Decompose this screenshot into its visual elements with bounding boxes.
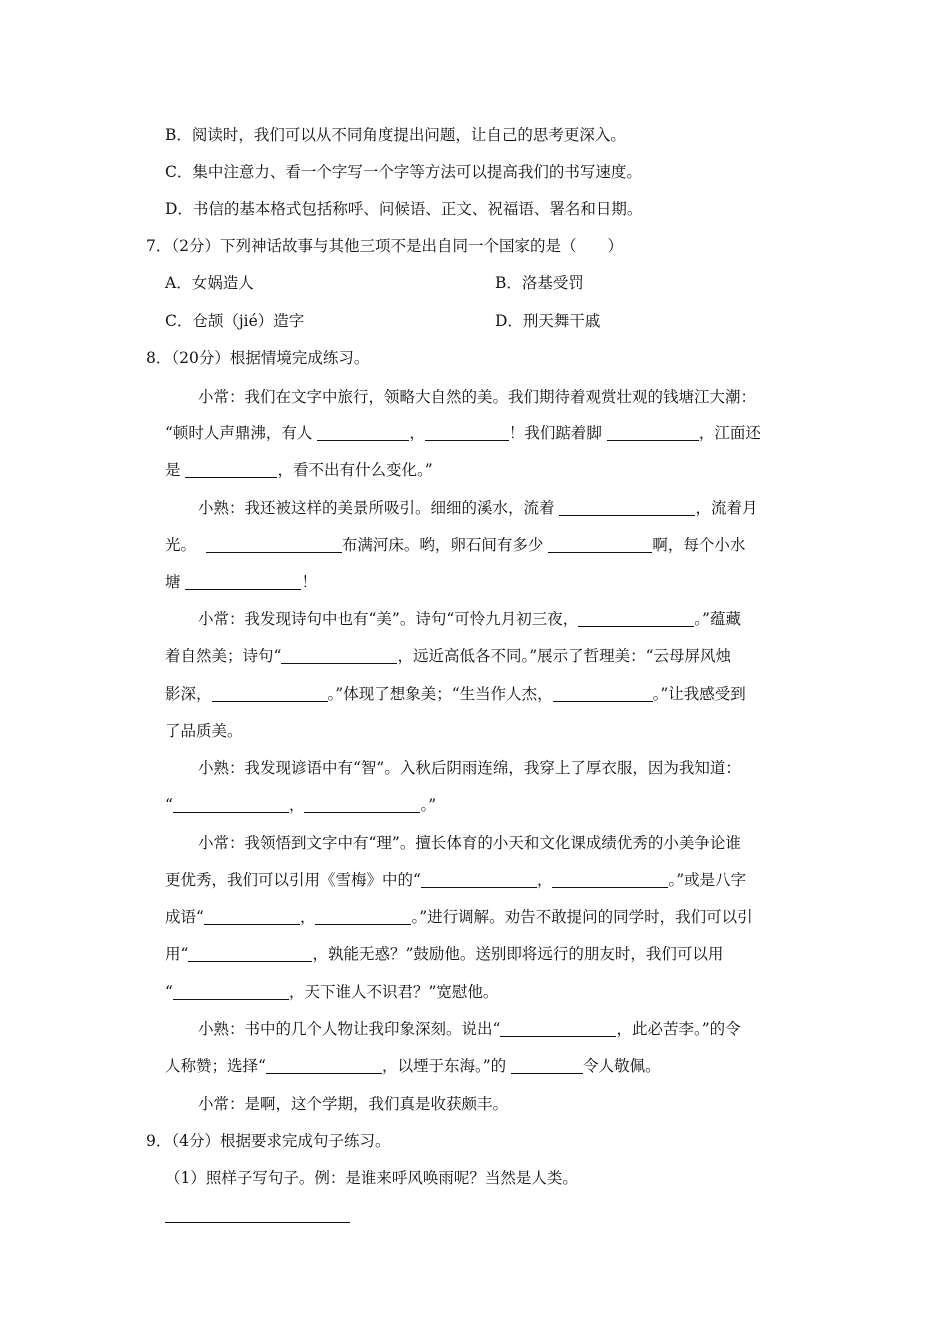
fill-blank[interactable] [317,424,409,441]
fill-blank[interactable] [578,610,694,627]
fill-blank[interactable] [548,536,652,553]
text: 光。 [165,536,197,554]
q8-p3-line1 [198,608,741,630]
text: “ [165,983,173,1001]
q8-p2-line1 [198,497,757,519]
text: 。”蕴藏 [694,610,741,628]
q8-p1-line3 [165,459,433,481]
fill-blank[interactable] [304,796,420,813]
fill-blank[interactable] [559,499,695,516]
q8-p4-line2 [165,794,436,816]
fill-blank[interactable] [185,461,277,478]
q8-p6-line2 [165,1055,661,1077]
q7-option-d: D．刑天舞干戚 [495,312,601,330]
text: ，远近高低各不同。”展示了哲理美：“云母屏风烛 [397,647,732,665]
text: ！我们踮着脚 [508,424,602,442]
q8-p5-line4 [165,943,723,965]
q6-option-d: D．书信的基本格式包括称呼、问候语、正文、祝福语、署名和日期。 [165,200,643,218]
q6-option-c: C．集中注意力、看一个字写一个字等方法可以提高我们的书写速度。 [165,163,642,181]
text: 小熟：书中的几个人物让我印象深刻。说出“ [198,1020,501,1038]
text: 令人敬佩。 [583,1057,661,1075]
text: 更优秀，我们可以引用《雪梅》中的“ [165,871,421,889]
fill-blank[interactable] [266,1057,382,1074]
fill-blank[interactable] [421,871,537,888]
fill-blank[interactable] [185,573,301,590]
text: ，以堙于东海。”的 [381,1057,507,1075]
text: “ [165,796,173,814]
text: 成语“ [165,908,204,926]
text: ，天下谁人不识君？”宽慰他。 [288,983,499,1001]
text: 着自然美；诗句“ [165,647,282,665]
fill-blank[interactable] [173,796,289,813]
text: 影深， [165,685,212,703]
q8-p3-line2 [165,645,731,667]
text: ， [299,908,316,926]
q7-option-c: C．仓颉（jié）造字 [165,312,305,330]
text: ！ [301,573,317,591]
text: 小常：我发现诗句中也有“美”。诗句“可怜九月初三夜， [198,610,579,628]
q9-sub1: （1）照样子写句子。例：是谁来呼风唤雨呢？当然是人类。 [165,1169,578,1187]
q8-p6-line1 [198,1018,741,1040]
fill-blank[interactable] [315,908,411,925]
fill-blank[interactable] [281,647,397,664]
q8-p5-line5 [165,981,498,1003]
fill-blank[interactable] [552,871,668,888]
text: ，流着月 [695,499,758,517]
text: “顿时人声鼎沸，有人 [165,424,313,442]
q8-p1-line1: 小常：我们在文字中旅行，领略大自然的美。我们期待着观赏壮观的钱塘江大潮： [198,388,757,406]
text: 。” [420,796,437,814]
q8-p3-line4: 了品质美。 [165,722,243,740]
text: ，江面还 [698,424,761,442]
fill-blank[interactable] [212,685,328,702]
q8-p2-line2 [165,534,745,556]
fill-blank[interactable] [553,685,653,702]
text: ， [288,796,305,814]
text: 塘 [165,573,181,591]
q8-p2-line3 [165,571,317,593]
fill-blank[interactable] [500,1020,616,1037]
text: 。”进行调解。劝告不敢提问的同学时，我们可以引 [411,908,753,926]
text: ， [536,871,553,889]
fill-blank[interactable] [511,1057,583,1074]
q8-p4-line1: 小熟：我发现谚语中有“智”。入秋后阴雨连绵，我穿上了厚衣服，因为我知道： [198,759,741,777]
answer-line[interactable] [165,1222,350,1223]
text: 用“ [165,945,189,963]
fill-blank[interactable] [204,908,300,925]
text: 小熟：我还被这样的美景所吸引。细细的溪水，流着 [198,499,555,517]
q8-stem: 8．（20分）根据情境完成练习。 [146,349,370,367]
fill-blank[interactable] [206,536,342,553]
q7-option-b: B．洛基受罚 [495,274,584,292]
q8-p1-line2 [165,422,761,444]
q9-stem: 9．（4分）根据要求完成句子练习。 [146,1132,391,1150]
fill-blank[interactable] [188,945,312,962]
q8-p3-line3 [165,683,746,705]
q7-option-a: A．女娲造人 [165,274,254,292]
q7-stem: 7．（2分）下列神话故事与其他三项不是出自同一个国家的是（ ） [146,237,623,255]
fill-blank[interactable] [173,983,289,1000]
q8-p7: 小常：是啊，这个学期，我们真是收获颇丰。 [198,1095,509,1113]
q8-p5-line1: 小常：我领悟到文字中有“理”。擅长体育的小天和文化课成绩优秀的小美争论谁 [198,834,741,852]
fill-blank[interactable] [607,424,699,441]
text: ，孰能无惑？”鼓励他。送别即将远行的朋友时，我们可以用 [312,945,724,963]
q8-p5-line3 [165,906,753,928]
text: ，看不出有什么变化。” [277,461,433,479]
text: ，此必苦李。”的令 [616,1020,741,1038]
text: 。”或是八字 [668,871,747,889]
text: 布满河床。哟，卵石间有多少 [341,536,544,554]
text: 。”体现了想象美；“生当作人杰， [327,685,553,703]
fill-blank[interactable] [425,424,509,441]
q8-p5-line2 [165,869,746,891]
q6-option-b: B．阅读时，我们可以从不同角度提出问题，让自己的思考更深入。 [165,126,626,144]
text: 啊，每个小水 [652,536,746,554]
text: ， [409,424,425,442]
text: 。”让我感受到 [652,685,746,703]
text: 人称赞；选择“ [165,1057,266,1075]
text: 是 [165,461,181,479]
